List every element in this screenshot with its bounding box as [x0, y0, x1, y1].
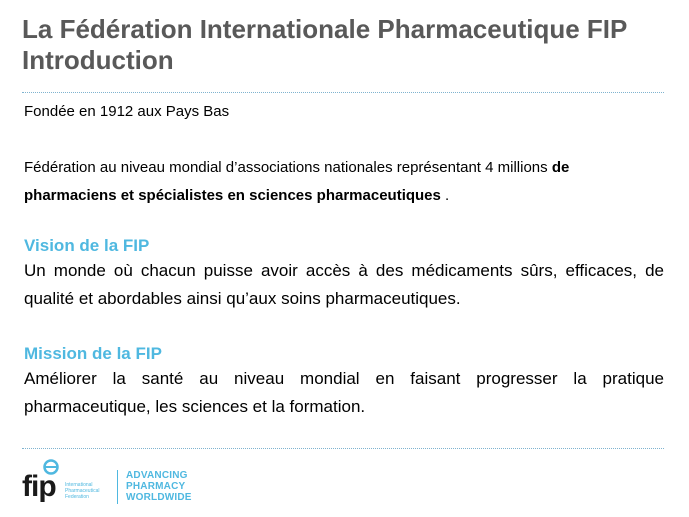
fip-tagline — [126, 470, 192, 503]
vision-heading: Vision de la FIP — [24, 236, 150, 255]
mission-text: Améliorer la santé au niveau mondial en faisant progresser la pratique pharmaceutique, les sciences et la formation. — [24, 369, 664, 416]
logo-sub-line-1: International — [65, 482, 93, 488]
fip-logo — [22, 458, 222, 508]
fip-logo-text: fip — [22, 470, 56, 503]
mission-heading: Mission de la FIP — [24, 344, 162, 363]
federation-paragraph — [24, 154, 664, 210]
logo-sub-line-3: Federation — [65, 494, 89, 500]
title-line-1: La Fédération Internationale Pharmaceutique FIP — [22, 14, 628, 44]
logo-sub-line-2: Pharmaceutical — [65, 488, 100, 494]
bottom-dotted-divider — [22, 448, 664, 449]
slide-title — [22, 14, 672, 76]
top-dotted-divider — [22, 92, 664, 93]
tagline-line-2: PHARMACY — [126, 481, 186, 492]
federation-text: Fédération au niveau mondial d’associations nationales représentant 4 millions — [24, 159, 552, 176]
fip-logo-subtitle — [65, 482, 105, 500]
vision-text: Un monde où chacun puisse avoir accès à des médicaments sûrs, efficaces, de qualité et abordables ainsi qu’aux soins pharmaceutiques. — [24, 261, 664, 308]
title-line-2: Introduction — [22, 45, 174, 75]
tagline-line-1: ADVANCING — [126, 470, 188, 481]
federation-bold-text: de pharmaciens et spécialistes en sciences pharmaceutiques — [24, 159, 570, 204]
federation-end: . — [440, 187, 450, 204]
vision-section — [24, 235, 664, 313]
logo-divider — [117, 470, 118, 504]
mission-section — [24, 343, 664, 421]
tagline-line-3: WORLDWIDE — [126, 492, 192, 503]
founded-text: Fondée en 1912 aux Pays Bas — [24, 103, 230, 120]
